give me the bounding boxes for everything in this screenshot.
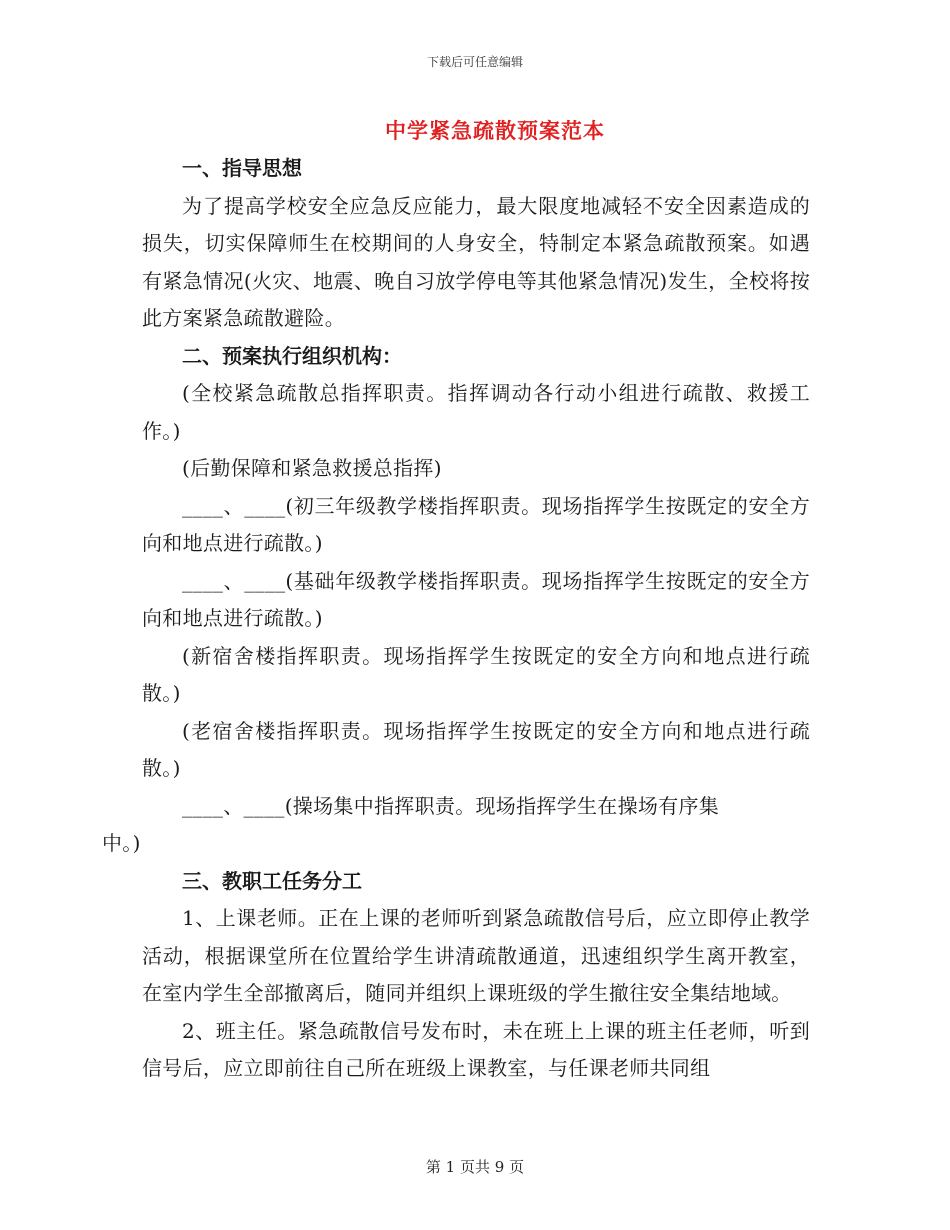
paragraph: (新宿舍楼指挥职责。现场指挥学生按既定的安全方向和地点进行疏散。) [142, 643, 810, 705]
paragraph-line: ____、____(操场集中指挥职责。现场指挥学生在操场有序集 [182, 793, 720, 818]
section-heading-1: 一、指导思想 [182, 156, 302, 180]
paragraph: (老宿舍楼指挥职责。现场指挥学生按既定的安全方向和地点进行疏散。) [142, 718, 810, 780]
document-title: 中学紧急疏散预案范本 [385, 118, 605, 143]
paragraph: (全校紧急疏散总指挥职责。指挥调动各行动小组进行疏散、救援工作。) [142, 381, 810, 443]
paragraph-line: 中。) [102, 831, 141, 855]
document-body [102, 150, 810, 1088]
page-footer: 第 1 页共 9 页 [425, 1158, 525, 1176]
paragraph: ____、____(初三年级教学楼指挥职责。现场指挥学生按既定的安全方向和地点进行疏散。) [142, 493, 810, 555]
paragraph [102, 788, 810, 863]
section-heading-3: 三、教职工任务分工 [182, 868, 362, 893]
paragraph: 2、班主任。紧急疏散信号发布时，未在班上上课的班主任老师，听到信号后，应立即前往自己所在班级上课教室，与任课老师共同组 [142, 1018, 810, 1080]
paragraph: ____、____(基础年级教学楼指挥职责。现场指挥学生按既定的安全方向和地点进行疏散。) [142, 568, 810, 630]
section-heading-2: 二、预案执行组织机构： [182, 343, 402, 368]
paragraph: (后勤保障和紧急救援总指挥) [182, 456, 442, 480]
paragraph: 1、上课老师。正在上课的老师听到紧急疏散信号后，应立即停止教学活动，根据课堂所在位置给学生讲清疏散通道，迅速组织学生离开教室，在室内学生全部撤离后，随同并组织上课班级的学生撤往安全集结地域。 [142, 906, 810, 1005]
header-note: 下载后可任意编辑 [426, 55, 523, 69]
paragraph: 为了提高学校安全应急反应能力，最大限度地减轻不安全因素造成的损失，切实保障师生在校期间的人身安全，特制定本紧急疏散预案。如遇有紧急情况(火灾、地震、晚自习放学停电等其他紧急情况)发生，全校将按此方案紧急疏散避险。 [142, 193, 810, 330]
